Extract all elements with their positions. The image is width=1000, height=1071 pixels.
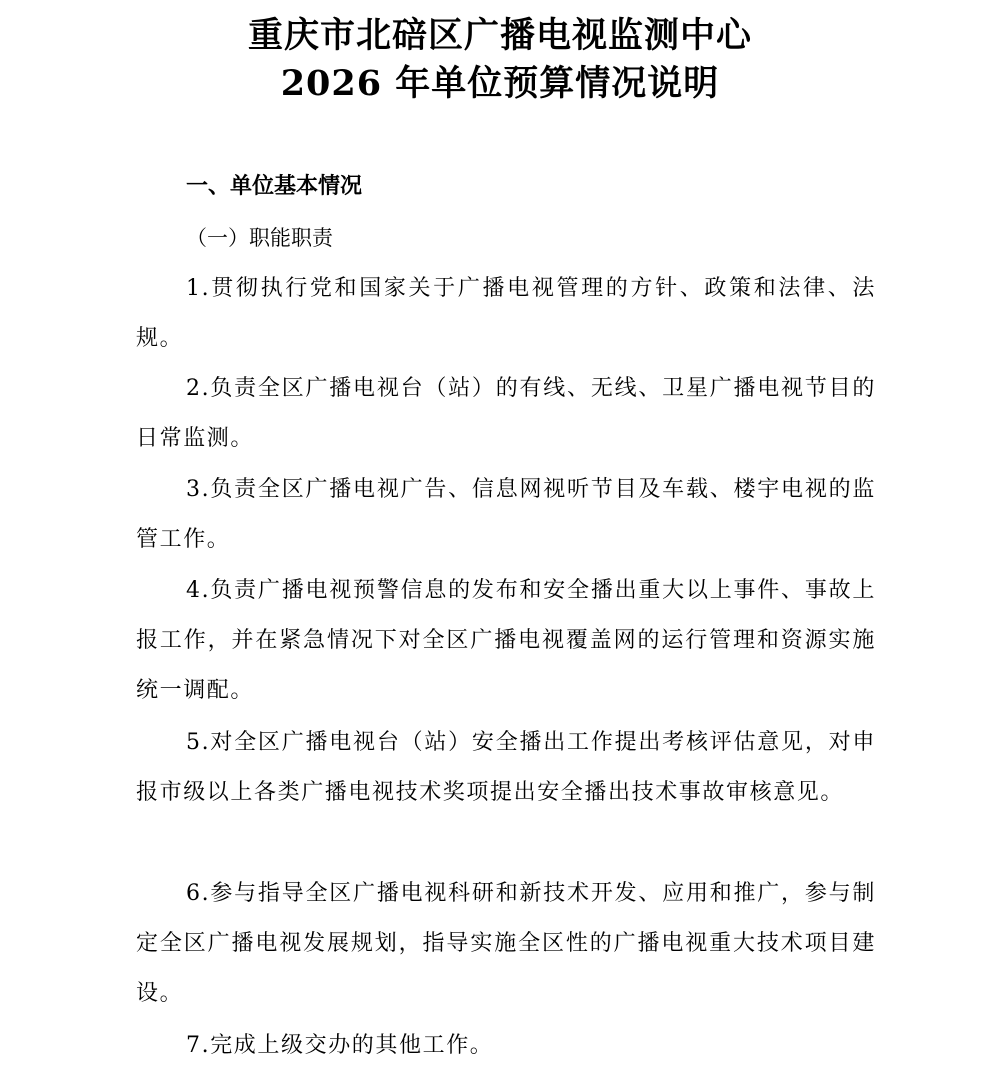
duty-item-6: 6.参与指导全区广播电视科研和新技术开发、应用和推广，参与制定全区广播电视发展规划，指导实施全区性的广播电视重大技术项目建设。 xyxy=(136,881,876,1006)
duty-item-2: 2.负责全区广播电视台（站）的有线、无线、卫星广播电视节目的日常监测。 xyxy=(136,376,876,451)
duty-item-1: 1.贯彻执行党和国家关于广播电视管理的方针、政策和法律、法规。 xyxy=(136,276,876,351)
duty-item-4: 4.负责广播电视预警信息的发布和安全播出重大以上事件、事故上报工作，并在紧急情况下对全区广播电视覆盖网的运行管理和资源实施统一调配。 xyxy=(136,578,876,703)
duty-item-3: 3.负责全区广播电视广告、信息网视听节目及车载、楼宇电视的监管工作。 xyxy=(136,477,876,552)
section-heading: 一、单位基本情况 xyxy=(186,173,363,199)
duty-item-7: 7.完成上级交办的其他工作。 xyxy=(186,1033,494,1058)
subsection-heading: （一）职能职责 xyxy=(186,226,333,250)
duty-item-5: 5.对全区广播电视台（站）安全播出工作提出考核评估意见，对申报市级以上各类广播电视技术奖项提出安全播出技术事故审核意见。 xyxy=(136,730,876,805)
document-title-line1: 重庆市北碚区广播电视监测中心 xyxy=(247,15,752,56)
document-title-line2: 2026 年单位预算情况说明 xyxy=(280,63,720,104)
